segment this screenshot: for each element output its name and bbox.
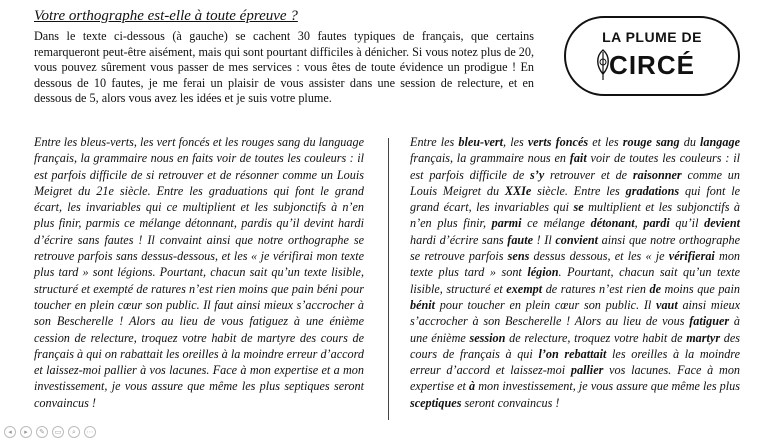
text-segment: ainsi que notre orthographe se retrouve parfois	[410, 232, 740, 264]
correction: convient	[555, 232, 599, 247]
back-icon[interactable]: ◂	[4, 426, 16, 438]
logo	[564, 16, 740, 96]
correction: devient	[704, 216, 740, 231]
text-segment: . Pourtant, chacun sait qu’un texte lisible, structuré et	[410, 265, 741, 296]
correction: parmi	[491, 216, 522, 231]
text-segment: ! Il	[533, 232, 556, 247]
page-title: Votre orthographe est-elle à toute épreuve ?	[34, 8, 298, 24]
correction: sens	[507, 249, 530, 264]
text-segment: les oreilles à la moindre erreur d’accord et laissez-moi	[410, 346, 741, 378]
text-segment: hardi d’écrire sans	[410, 232, 508, 247]
correction: vérifierai	[668, 249, 715, 264]
correction: bénit	[410, 297, 436, 312]
more-icon[interactable]: ⋯	[84, 426, 96, 438]
correction: détonant	[590, 216, 635, 231]
correction: se	[573, 200, 584, 215]
text-segment: , les	[503, 135, 528, 149]
zoom-icon[interactable]: ⌕	[68, 426, 80, 438]
correction: martyr	[686, 330, 721, 345]
intro-paragraph: Dans le texte ci-dessous (à gauche) se cachent 30 fautes typiques de français, que certains remarqueront peut-être aisément, mais qui sont pourtant difficiles à dénicher. Si vous notez plus de 20, vous pouvez sûrement vous passer de mes services : vous êtes de toute évidence un prodigue ! En dessous de 10 fautes, je me ferai un plaisir de vous assister dans une session de relecture, et en dessous de 5, alors vous avez les idées et je suis votre plume.	[34, 29, 535, 106]
text-segment: et les	[588, 135, 623, 149]
text-segment: qu’il	[669, 216, 705, 231]
text-segment: qui font le grand écart, les invariables qui	[410, 183, 740, 215]
corrected-text	[410, 134, 740, 411]
correction: fatiguer	[689, 314, 730, 329]
text-segment: retrouver et de	[544, 167, 633, 182]
correction: rouge sang	[622, 135, 680, 149]
correction: vaut	[656, 297, 678, 312]
correction: exempt	[506, 281, 543, 296]
correction: légion	[527, 265, 559, 280]
text-segment: pour toucher en plein cœur son public. Il	[435, 297, 657, 312]
text-segment: siècle. Entre les	[531, 183, 626, 198]
text-segment: des cours de français à qui	[410, 330, 741, 361]
column-divider	[388, 138, 389, 420]
text-with-errors: Entre les bleus-verts, les vert foncés et les rouges sang du language français, la grammaire nous en faits voir de toutes les couleurs : il est parfois difficile de si retrouver et de résonner comme un Louis Meigret du 21e siècle. Entre les graduations qui font le grand écart, les invariables qui ce multiplient et les subjonctifs à n’en plus finir, parmis ce mélange détonnant, pardis qu’il devint hardi d’écrire sans fautes ! Il convaint ainsi que notre orthographe se retrouve parfois sans dessus-dessous, et les « je vérifirai mon texte plus tard » sont légions. Pourtant, chacun sait qu’un texte lisible, structuré et exempté de ratures n’est rien moins que pain béni pour toucher en plein cœur son public. Il faut ainsi mieux s’accrocher à son Bescherelle ! Alors au lieu de vous fatiguez à une énième cession de relecture, troquez votre habit de martyre des cours de français à qui on rabattait les oreilles à la moindre erreur d’accord et laissez-moi pallier à vos lacunes. Face à mon expertise et a mon investissement, je vous assure que même les plus septiques seront convaincus !	[34, 135, 364, 410]
text-segment: mon texte plus tard » sont	[410, 249, 741, 280]
text-segment: Entre les	[410, 135, 459, 149]
text-segment: vos lacunes. Face à mon expertise et	[410, 363, 741, 394]
correction: session	[469, 330, 506, 345]
text-segment: de ratures n’est rien	[542, 281, 650, 296]
correction: faute	[507, 232, 534, 247]
text-segment: mon investissement, je vous assure que même les plus	[475, 379, 740, 394]
correction: de	[649, 281, 661, 296]
correction: l’on rebattait	[538, 346, 607, 361]
correction: raisonner	[632, 167, 682, 182]
correction: langage	[700, 135, 740, 149]
text-segment: français, la grammaire nous en	[410, 151, 570, 166]
text-segment: multiplient et les subjonctifs à n’en plus finir,	[410, 200, 740, 231]
text-segment: à une énième	[410, 314, 740, 345]
text-segment: moins que pain	[660, 281, 740, 296]
correction: verts foncés	[527, 135, 589, 149]
correction: sceptiques	[410, 395, 462, 410]
text-segment: de relecture, troquez votre habit de	[505, 330, 687, 345]
correction: s’y	[530, 167, 545, 182]
text-segment: voir de toutes les couleurs : il est parfois difficile de	[410, 151, 740, 182]
correction: XXIe	[504, 183, 532, 198]
pen-icon[interactable]: ✎	[36, 426, 48, 438]
correction: bleu-vert	[458, 135, 504, 149]
logo-line-2: CIRCÉ	[609, 50, 695, 80]
correction: fait	[569, 151, 587, 166]
text-segment: comme un Louis Meigret du	[410, 167, 740, 198]
text-segment: ,	[634, 216, 644, 231]
slides-icon[interactable]: ▭	[52, 426, 64, 438]
correction: pallier	[570, 363, 604, 378]
text-segment: ainsi mieux s’accrocher à son Bescherelle ! Alors au lieu de vous	[410, 297, 740, 329]
text-segment: ce mélange	[521, 216, 591, 231]
slideshow-toolbar	[4, 426, 96, 438]
text-segment: du	[679, 135, 701, 149]
text-segment: dessus dessous, et les « je	[529, 249, 669, 264]
correction: pardi	[643, 216, 670, 231]
correction: gradations	[625, 183, 680, 198]
logo-line-1: LA PLUME DE	[602, 29, 702, 45]
forward-icon[interactable]: ▸	[20, 426, 32, 438]
text-segment: seront convaincus !	[461, 395, 560, 410]
correction: à	[469, 379, 476, 394]
